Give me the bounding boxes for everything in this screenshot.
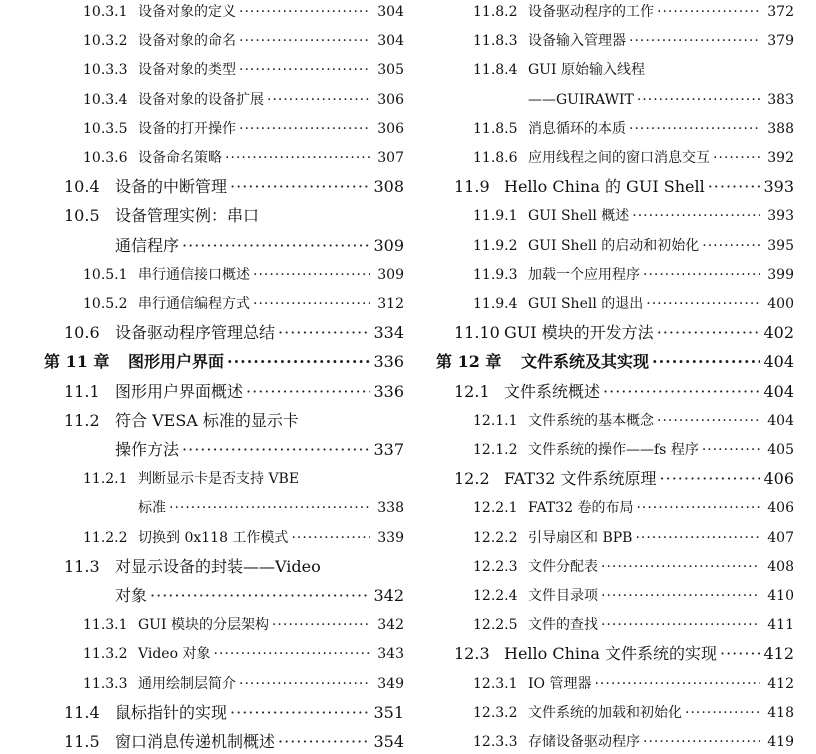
- toc-entry-number: 11.8.2: [473, 4, 518, 20]
- toc-entry-page: 393: [763, 177, 794, 197]
- toc-entry-number: 12.3.2: [473, 704, 518, 721]
- toc-entry-page: 383: [767, 91, 794, 108]
- toc-entry-number: 11.9.3: [473, 266, 518, 283]
- toc-entry-page: 343: [377, 646, 404, 663]
- toc-entry-number: 11.4: [64, 702, 100, 722]
- toc-entry-number: 12.1: [454, 381, 490, 401]
- toc-entry-page: 406: [767, 500, 794, 517]
- toc-entry-number: 第 11 章: [44, 352, 110, 372]
- toc-entry-page: 312: [377, 296, 404, 312]
- toc-entry-number: 第 12 章: [436, 352, 502, 372]
- toc-entry: [436, 409, 794, 433]
- toc-entry-page: 392: [767, 150, 794, 166]
- toc-entry-page: 342: [377, 617, 404, 634]
- toc-entry-number: 10.3.1: [83, 4, 128, 20]
- toc-entry: [0, 701, 404, 725]
- toc-entry: [0, 146, 404, 170]
- toc-entry: [436, 58, 794, 82]
- toc-entry-number: 11.3.2: [83, 646, 128, 663]
- toc-entry: [436, 467, 794, 491]
- toc-entry-title: 消息循环的本质 ·····: [528, 117, 760, 141]
- toc-entry: [0, 467, 404, 491]
- toc-entry: [0, 526, 404, 550]
- toc-entry-page: 407: [767, 529, 794, 546]
- toc-entry-page: 412: [763, 644, 794, 664]
- toc-entry-number: 11.8.4: [473, 62, 518, 79]
- toc-entry-title: 窗口消息传递机制概述 ·····: [115, 730, 370, 754]
- toc-entry-number: 10.5.2: [83, 296, 128, 312]
- toc-entry: [0, 58, 404, 82]
- toc-entry: [436, 438, 794, 462]
- toc-entry-title: 设备驱动程序的工作 ·····: [528, 0, 760, 24]
- toc-entry-page: 412: [767, 675, 794, 692]
- toc-entry-title: 设备的中断管理 ·····: [115, 175, 370, 199]
- toc-entry-page: 399: [767, 266, 794, 283]
- toc-entry: [0, 438, 404, 462]
- toc-entry-title: 引导扇区和 BPB ·····: [528, 526, 760, 550]
- toc-entry-number: 11.2.2: [83, 529, 128, 546]
- toc-entry-title: Hello China 文件系统的实现 ·····: [504, 642, 760, 666]
- toc-entry-number: 10.4: [64, 177, 100, 197]
- toc-entry: [436, 555, 794, 579]
- toc-entry-title: GUI Shell 概述 ·····: [528, 204, 760, 228]
- toc-entry-number: 12.2.3: [473, 558, 518, 575]
- toc-entry: [436, 584, 794, 608]
- toc-entry-number: 11.9.2: [473, 237, 518, 254]
- toc-entry: [0, 88, 404, 112]
- toc-entry-page: 307: [377, 150, 404, 166]
- toc-entry-page: 342: [373, 586, 404, 605]
- toc-entry-number: 12.2.5: [473, 617, 518, 634]
- toc-entry-title: 通用绘制层简介 ·····: [138, 672, 370, 696]
- toc-entry-title: 设备命名策略 ·····: [138, 146, 370, 170]
- toc-entry-number: 11.3.3: [83, 675, 128, 692]
- toc-entry-number: 10.6: [64, 323, 100, 343]
- toc-entry: [0, 613, 404, 637]
- toc-entry: [436, 234, 794, 258]
- toc-entry: [0, 234, 404, 258]
- toc-entry-number: 11.8.3: [473, 33, 518, 50]
- toc-entry: [0, 29, 404, 53]
- toc-entry: [436, 0, 794, 24]
- toc-entry-page: 408: [767, 558, 794, 575]
- toc-entry-title: 图形用户界面概述 ·····: [115, 380, 370, 404]
- toc-entry-page: 393: [767, 208, 794, 225]
- toc-entry-page: 336: [373, 381, 404, 401]
- toc-entry-title: GUI 原始输入线程: [528, 58, 760, 82]
- toc-entry-number: 11.1: [64, 381, 100, 401]
- toc-entry-number: 11.2: [64, 410, 100, 430]
- toc-entry-title: ——GUIRAWIT ·····: [528, 88, 760, 112]
- toc-entry: [436, 117, 794, 141]
- toc-entry-page: 308: [373, 177, 404, 197]
- toc-entry-page: 372: [767, 4, 794, 20]
- toc-entry-number: 11.3: [64, 556, 100, 576]
- toc-entry-page: 305: [377, 62, 404, 79]
- toc-entry: [0, 204, 404, 228]
- toc-entry-title: 标准 ·····: [138, 496, 370, 520]
- toc-entry-page: 404: [767, 412, 794, 429]
- toc-entry-title: GUI Shell 的退出 ·····: [528, 292, 760, 316]
- toc-entry: [0, 409, 404, 433]
- toc-entry-page: 336: [373, 352, 404, 372]
- toc-entry-title: 鼠标指针的实现 ·····: [115, 701, 370, 725]
- toc-entry-title: 文件系统及其实现 ·····: [521, 350, 760, 374]
- toc-entry-page: 304: [377, 4, 404, 20]
- toc-entry-page: 309: [373, 235, 404, 255]
- toc-entry: [436, 175, 794, 199]
- toc-entry: [436, 496, 794, 520]
- toc-entry-page: 411: [767, 617, 794, 634]
- toc-entry-number: 10.3.2: [83, 33, 128, 50]
- toc-entry-number: 11.3.1: [83, 617, 128, 634]
- toc-entry-page: 402: [763, 323, 794, 343]
- toc-entry-number: 11.9.1: [473, 208, 518, 225]
- toc-entry-title: 设备对象的类型 ·····: [138, 58, 370, 82]
- toc-entry-number: 12.3.1: [473, 675, 518, 692]
- toc-entry-page: 404: [763, 352, 794, 372]
- toc-entry-title: 设备驱动程序管理总结 ·····: [115, 321, 370, 345]
- toc-entry-title: 文件系统的基本概念 ·····: [528, 409, 760, 433]
- toc-entry-number: 10.3.5: [83, 120, 128, 137]
- toc-entry: [0, 263, 404, 287]
- toc-entry: [436, 672, 794, 696]
- toc-entry-page: 388: [767, 120, 794, 137]
- toc-entry-page: 349: [377, 675, 404, 692]
- toc-entry-title: 文件系统的操作——fs 程序 ·····: [528, 438, 760, 462]
- toc-entry: [436, 526, 794, 550]
- toc-entry-page: 400: [767, 296, 794, 312]
- toc-entry-number: 10.3.4: [83, 91, 128, 108]
- toc-entry-page: 395: [767, 237, 794, 254]
- toc-entry-number: 11.9.4: [473, 296, 518, 312]
- toc-entry: [436, 613, 794, 637]
- toc-entry: [436, 380, 794, 404]
- toc-entry-number: 11.5: [64, 732, 100, 751]
- toc-entry-page: 304: [377, 33, 404, 50]
- toc-entry-page: 337: [373, 440, 404, 459]
- toc-entry-number: 12.2.1: [473, 500, 518, 517]
- toc-entry-title: 设备对象的命名 ·····: [138, 29, 370, 53]
- toc-entry-title: 文件系统的加载和初始化 ·····: [528, 701, 760, 725]
- toc-entry-page: 419: [767, 734, 794, 750]
- toc-entry-title: 设备对象的定义 ·····: [138, 0, 370, 24]
- toc-entry-number: 11.8.6: [473, 150, 518, 166]
- toc-entry-title: Hello China 的 GUI Shell ·····: [504, 175, 760, 199]
- toc-entry: [0, 321, 404, 345]
- toc-entry-page: 351: [373, 702, 404, 722]
- toc-entry-number: 10.3.3: [83, 62, 128, 79]
- toc-entry-page: 306: [377, 91, 404, 108]
- toc-entry-page: 405: [767, 442, 794, 458]
- toc-entry-number: 10.3.6: [83, 150, 128, 166]
- toc-entry-title: 设备输入管理器 ·····: [528, 29, 760, 53]
- toc-entry-page: 338: [377, 500, 404, 517]
- toc-entry-title: 文件的查找 ·····: [528, 613, 760, 637]
- toc-entry: [0, 555, 404, 579]
- toc-entry-title: GUI 模块的开发方法 ·····: [504, 321, 760, 345]
- toc-entry: [0, 175, 404, 199]
- toc-entry-title: Video 对象 ·····: [138, 642, 370, 666]
- toc-entry: [436, 701, 794, 725]
- toc-entry: [436, 29, 794, 53]
- toc-entry-page: 309: [377, 266, 404, 283]
- toc-entry-number: 12.2.2: [473, 529, 518, 546]
- toc-entry-title: 串行通信编程方式 ·····: [138, 292, 370, 316]
- toc-entry-page: 410: [767, 588, 794, 604]
- toc-entry: [0, 730, 404, 754]
- toc-entry-title: 切换到 0x118 工作模式 ·····: [138, 526, 370, 550]
- toc-entry-title: 串行通信接口概述 ·····: [138, 263, 370, 287]
- toc-entry-title: GUI Shell 的启动和初始化 ·····: [528, 234, 760, 258]
- toc-entry-page: 339: [377, 529, 404, 546]
- toc-entry-title: FAT32 文件系统原理 ·····: [504, 467, 760, 491]
- toc-entry-title: IO 管理器 ·····: [528, 672, 760, 696]
- toc-entry-title: 操作方法 ·····: [115, 438, 370, 462]
- toc-entry-number: 12.2.4: [473, 588, 518, 604]
- toc-entry-title: 图形用户界面 ·····: [128, 350, 370, 374]
- toc-entry: [436, 263, 794, 287]
- toc-entry-number: 12.3: [454, 644, 490, 664]
- toc-entry: [436, 88, 794, 112]
- toc-entry-title: 应用线程之间的窗口消息交互 ·····: [528, 146, 760, 170]
- toc-entry: [0, 350, 404, 374]
- toc-entry-title: 文件系统概述 ·····: [504, 380, 760, 404]
- toc-entry-number: 10.5: [64, 206, 100, 226]
- toc-entry: [436, 642, 794, 666]
- toc-entry-number: 12.1.1: [473, 412, 518, 429]
- toc-entry-title: 文件分配表 ·····: [528, 555, 760, 579]
- toc-entry: [0, 117, 404, 141]
- toc-entry-title: 符合 VESA 标准的显示卡: [115, 409, 370, 433]
- toc-entry: [0, 584, 404, 608]
- toc-entry: [0, 380, 404, 404]
- toc-entry-number: 11.2.1: [83, 471, 128, 488]
- toc-entry: [0, 672, 404, 696]
- toc-entry: [436, 204, 794, 228]
- toc-entry-title: 加载一个应用程序 ·····: [528, 263, 760, 287]
- toc-entry-page: 334: [373, 323, 404, 343]
- toc-entry-page: 418: [767, 704, 794, 721]
- toc-entry-title: GUI 模块的分层架构 ·····: [138, 613, 370, 637]
- toc-entry-title: 对象 ·····: [115, 584, 370, 608]
- toc-entry-number: 11.9: [454, 177, 490, 197]
- toc-entry-page: 404: [763, 381, 794, 401]
- toc-entry-title: FAT32 卷的布局 ·····: [528, 496, 760, 520]
- toc-entry-title: 设备管理实例：串口: [115, 204, 370, 228]
- toc-entry: [436, 292, 794, 316]
- toc-entry-number: 10.5.1: [83, 266, 128, 283]
- toc-entry-title: 设备对象的设备扩展 ·····: [138, 88, 370, 112]
- toc-entry-number: 12.3.3: [473, 734, 518, 750]
- toc-entry-number: 11.8.5: [473, 120, 518, 137]
- toc-entry: [0, 0, 404, 24]
- toc-entry-title: 设备的打开操作 ·····: [138, 117, 370, 141]
- toc-entry: [0, 496, 404, 520]
- toc-entry: [0, 292, 404, 316]
- toc-entry-title: 存储设备驱动程序 ·····: [528, 730, 760, 754]
- toc-entry-title: 判断显示卡是否支持 VBE: [138, 467, 370, 491]
- toc-entry-title: 通信程序 ·····: [115, 234, 370, 258]
- toc-entry: [436, 321, 794, 345]
- toc-entry-number: 12.1.2: [473, 442, 518, 458]
- toc-entry: [436, 146, 794, 170]
- toc-entry-number: 12.2: [454, 469, 490, 489]
- toc-entry-page: 354: [373, 732, 404, 751]
- toc-entry-title: 对显示设备的封装——Video: [115, 555, 370, 579]
- toc-entry: [0, 642, 404, 666]
- toc-entry-page: 406: [763, 469, 794, 489]
- toc-entry-page: 379: [767, 33, 794, 50]
- toc-entry-number: 11.10: [454, 323, 500, 343]
- toc-entry: [436, 350, 794, 374]
- toc-entry-page: 306: [377, 120, 404, 137]
- toc-entry-title: 文件目录项 ·····: [528, 584, 760, 608]
- toc-entry: [436, 730, 794, 754]
